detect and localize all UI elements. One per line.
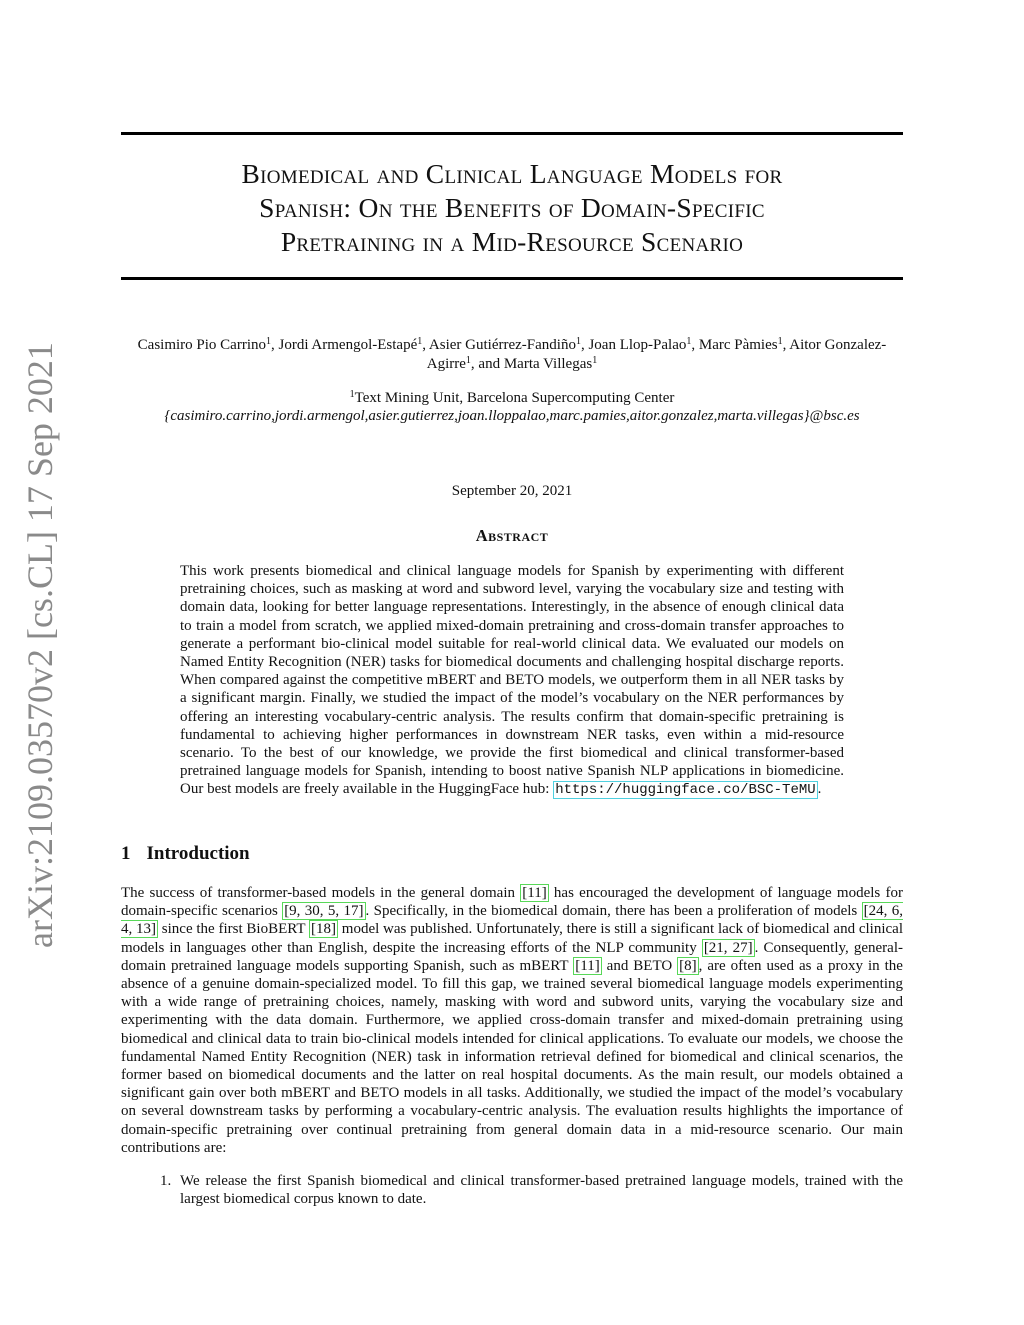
list-item bbox=[160, 1172, 903, 1208]
author-name: , Asier Gutiérrez-Fandiño bbox=[422, 337, 576, 353]
affiliation-mark: 1 bbox=[592, 355, 598, 366]
affiliation-mark: 1 bbox=[349, 389, 355, 400]
citation-link[interactable]: [18] bbox=[311, 921, 337, 938]
affiliation-mark: 1 bbox=[777, 336, 783, 347]
intro-text: model was published. Unfortunately, there is still a significant lack of biomedical and clinical models in languages other than English, despite the increasing efforts of the NLP community bbox=[121, 921, 903, 956]
intro-text: , are often used as a proxy in the absence of a genuine domain-specialized model. To fill this gap, we trained several biomedical language models experimenting with a wide range of pretraining choices, namely, masking with word and subword units, varying the vocabulary size and experimenting with the data domain. Furthermore, we applied cross-domain transfer and mixed-domain pretraining using biomedical and clinical data to train bio-clinical models intended for clinical applications. To evaluate our models, we choose the fundamental Named Entity Recognition (NER) task in information retrieval defined for biomedical and clinical scenarios, the former based on biomedical documents and the latter on real hospital documents. As the main result, our models obtained a significant gain over both mBERT and BETO models in all tasks. Additionally, we studied the impact of the model’s vocabulary on several downstream tasks by performing a vocabulary-centric analysis. The evaluation results highlights the importance of domain-specific pretraining over continual pretraining from general domain data in a mid-resource scenario. Our main contributions are: bbox=[121, 957, 903, 1156]
citation-link[interactable]: [11] bbox=[575, 957, 600, 974]
section-heading bbox=[121, 843, 250, 865]
affiliation-text: Text Mining Unit, Barcelona Supercomputing Center bbox=[354, 390, 675, 406]
intro-text: since the first BioBERT bbox=[158, 921, 310, 938]
author-name: , Marc Pàmies bbox=[691, 337, 778, 353]
title-bottom-rule bbox=[121, 277, 903, 280]
abstract-heading: Abstract bbox=[475, 526, 549, 545]
citation-link[interactable]: [24, 6, 4, 13] bbox=[121, 903, 903, 938]
citation-link[interactable]: [11] bbox=[522, 885, 547, 901]
citation-link[interactable]: [21, 27] bbox=[703, 939, 753, 956]
intro-text: has encouraged the development of language models for domain-specific scenarios bbox=[121, 885, 903, 920]
paper-date: September 20, 2021 bbox=[451, 483, 573, 499]
list-item-text: We release the first Spanish biomedical and clinical transformer-based pretrained language models, trained with the largest biomedical corpus known to date. bbox=[180, 1173, 903, 1208]
affiliation-mark: 1 bbox=[266, 336, 271, 347]
section-title: Introduction bbox=[146, 843, 250, 864]
huggingface-link[interactable]: https://huggingface.co/BSC-TeMU bbox=[555, 782, 816, 799]
author-emails: {casimiro.carrino,jordi.armengol,asier.gutierrez,joan.lloppalao,marc.pamies,aitor.gonzalez,marta.villegas}@bsc.es bbox=[164, 408, 860, 424]
title-line-2: Spanish: On the Benefits of Domain-Specific bbox=[259, 192, 765, 223]
affiliation-mark: 1 bbox=[417, 336, 423, 347]
intro-text: . Consequently, general-domain pretrained language models supporting Spanish, such as mBERT bbox=[121, 939, 903, 974]
affiliation-mark: 1 bbox=[575, 336, 581, 347]
section-number: 1 bbox=[121, 843, 131, 864]
author-name: , Aitor Gonzalez-Agirre bbox=[426, 337, 887, 372]
title-line-1: Biomedical and Clinical Language Models for bbox=[241, 158, 783, 189]
citation-link[interactable]: [9, 30, 5, 17] bbox=[284, 903, 364, 920]
abstract-text: This work presents biomedical and clinical language models for Spanish by experimenting with different pretraining choices, such as masking at word and subword level, varying the vocabulary size and testing with domain data, looking for better language representations. Interestingly, in the absence of enough clinical data to train a model from scratch, we applied mixed-domain pretraining and cross-domain transfer approaches to generate a performant bio-clinical model suitable for real-world clinical data. We evaluated our models on Named Entity Recognition (NER) tasks for biomedical documents and challenging hospital discharge reports. When compared against the competitive mBERT and BETO models, we outperform them in all NER tasks by a significant margin. Finally, we studied the impact of the model’s vocabulary on the NER performances by offering an interesting vocabulary-centric analysis. The results confirm that domain-specific pretraining is fundamental to achieving higher performances in downstream NER tasks, even within a mid-resource scenario. To the best of our knowledge, we provide the first biomedical and clinical transformer-based pretrained language models for Spanish, intending to boost native Spanish NLP applications in biomedicine. Our best models are freely available in the HuggingFace hub: bbox=[180, 563, 844, 798]
affiliation-mark: 1 bbox=[686, 336, 692, 347]
list-item-number: 1. bbox=[160, 1173, 172, 1189]
title-top-rule bbox=[121, 132, 903, 135]
arxiv-identifier: arXiv:2109.03570v2 [cs.CL] 17 Sep 2021 bbox=[20, 342, 60, 948]
author-name: , Joan Llop-Palao bbox=[580, 337, 687, 353]
paper-title bbox=[121, 157, 903, 259]
introduction-paragraph bbox=[121, 884, 903, 1157]
contributions-list bbox=[160, 1172, 903, 1208]
title-line-3: Pretraining in a Mid-Resource Scenario bbox=[280, 226, 744, 257]
author-name: , and Marta Villegas bbox=[470, 356, 593, 372]
abstract-url-tail: . bbox=[817, 781, 822, 798]
author-name: , Jordi Armengol-Estapé bbox=[271, 337, 418, 353]
affiliation bbox=[121, 389, 903, 407]
intro-text: . Specifically, in the biomedical domain, there has been a proliferation of models bbox=[365, 903, 862, 920]
citation-link[interactable]: [8] bbox=[679, 957, 697, 974]
author-list bbox=[121, 336, 903, 374]
affiliation-mark: 1 bbox=[465, 355, 471, 366]
author-name: Casimiro Pio Carrino bbox=[137, 337, 266, 353]
abstract-body bbox=[180, 562, 844, 800]
intro-text: The success of transformer-based models in the general domain bbox=[121, 885, 521, 901]
intro-text: and BETO bbox=[601, 957, 678, 974]
